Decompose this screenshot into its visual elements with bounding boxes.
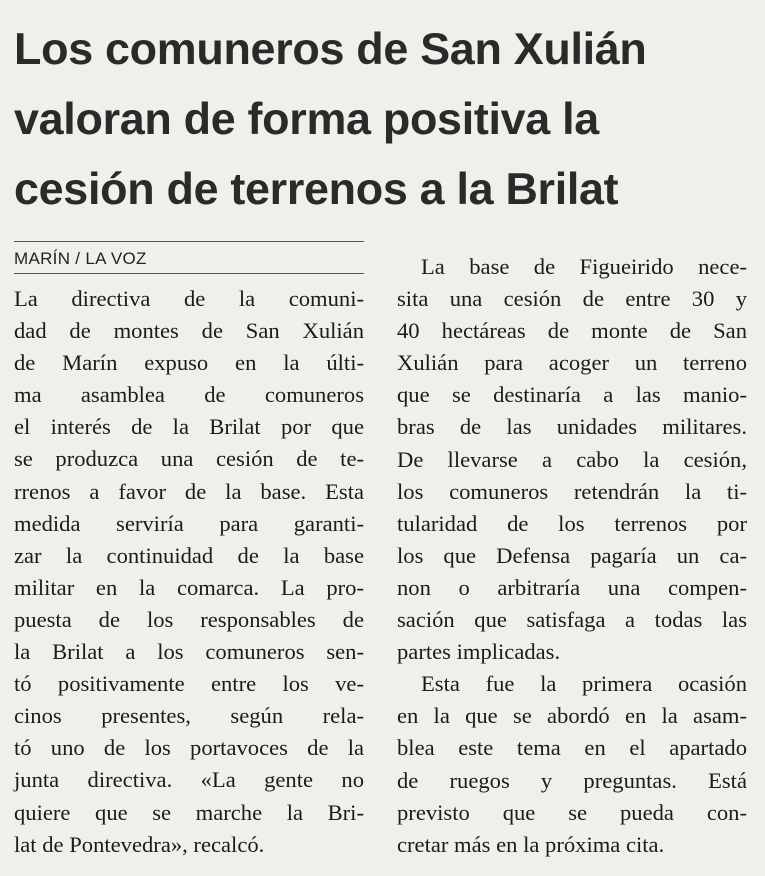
body-line: Xulián para acoger un terreno <box>397 350 747 376</box>
body-line: de ruegos y preguntas. Está <box>397 767 747 793</box>
body-line: los comuneros retendrán la ti- <box>397 478 747 504</box>
body-line: tó positivamente entre los ve- <box>14 671 364 697</box>
body-column-left <box>14 283 364 861</box>
body-line: De llevarse a cabo la cesión, <box>397 446 747 472</box>
headline-line: valoran de forma positiva la <box>14 93 599 144</box>
body-line: en la que se abordó en la asam- <box>397 703 747 729</box>
body-line: la Brilat a los comuneros sen- <box>14 639 364 665</box>
body-line: zar la continuidad de la base <box>14 542 364 568</box>
headline-line: cesión de terrenos a la Brilat <box>14 163 619 214</box>
body-line: tó uno de los portavoces de la <box>14 735 364 761</box>
body-line: bras de las unidades militares. <box>397 414 747 440</box>
body-line: medida serviría para garanti- <box>14 510 364 536</box>
body-line: sita una cesión de entre 30 y <box>397 286 747 312</box>
body-line: dad de montes de San Xulián <box>14 318 364 344</box>
body-line: 40 hectáreas de monte de San <box>397 318 747 344</box>
body-line: tularidad de los terrenos por <box>397 510 747 536</box>
body-line: lat de Pontevedra», recalcó. <box>14 831 265 857</box>
byline-bottom-rule <box>14 273 364 274</box>
body-line: ma asamblea de comuneros <box>14 382 364 408</box>
body-line: se produzca una cesión de te- <box>14 446 364 472</box>
body-line: los que Defensa pagaría un ca- <box>397 542 747 568</box>
headline-line: Los comuneros de San Xulián <box>14 23 647 74</box>
body-line: sación que satisfaga a todas las <box>397 607 747 633</box>
body-line: La directiva de la comuni- <box>14 286 364 311</box>
byline: MARÍN / LA VOZ <box>14 249 147 268</box>
body-line: junta directiva. «La gente no <box>14 767 364 793</box>
body-line: Esta fue la primera ocasión <box>421 671 747 697</box>
body-line: non o arbitraría una compen- <box>397 574 747 600</box>
body-line: el interés de la Brilat por que <box>14 414 364 440</box>
body-line: cinos presentes, según rela- <box>14 703 364 729</box>
body-column-right <box>397 251 747 861</box>
body-line: militar en la comarca. La pro- <box>14 574 364 600</box>
body-line: quiere que se marche la Bri- <box>14 799 364 825</box>
body-line: blea este tema en el apartado <box>397 735 747 761</box>
byline-top-rule <box>14 241 364 242</box>
headline <box>14 14 754 224</box>
body-line: que se destinaría a las manio- <box>397 382 747 408</box>
body-line: rrenos a favor de la base. Esta <box>14 478 364 504</box>
body-line: previsto que se pueda con- <box>397 799 747 825</box>
body-line: puesta de los responsables de <box>14 606 364 632</box>
body-line: cretar más en la próxima cita. <box>397 831 665 857</box>
body-line: de Marín expuso en la últi- <box>14 350 364 376</box>
body-line: partes implicadas. <box>397 639 561 665</box>
body-line: La base de Figueirido nece- <box>421 254 747 279</box>
